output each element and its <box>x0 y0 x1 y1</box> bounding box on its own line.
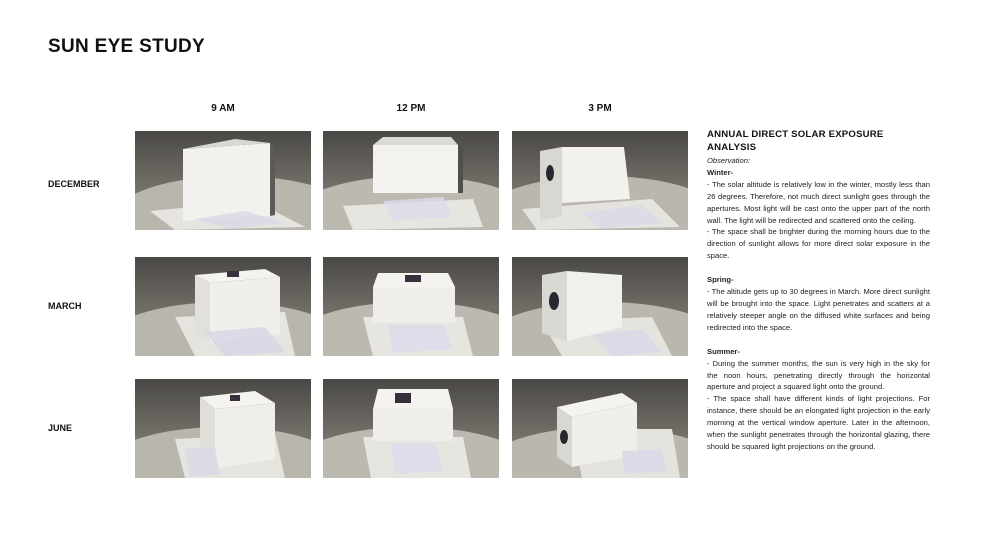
column-header-9am: 9 AM <box>211 103 235 114</box>
model-photo-december-3pm <box>512 131 688 230</box>
model-photo-march-12pm <box>323 257 499 356</box>
winter-label: Winter- <box>707 167 734 177</box>
spring-label: Spring- <box>707 275 734 285</box>
column-header-3pm: 3 PM <box>588 103 612 114</box>
model-photo-december-9am <box>135 131 311 230</box>
analysis-heading: ANNUAL DIRECT SOLAR EXPOSURE ANALYSIS <box>707 129 884 153</box>
winter-paragraph-2: - The space shall be brighter during the morning hours due to the direction of sunlight allows for more direct solar exposure in the space. <box>707 227 930 261</box>
analysis-panel <box>707 128 930 453</box>
model-photo-march-9am <box>135 257 311 356</box>
summer-label: Summer- <box>707 346 740 356</box>
observation-label: Observation: <box>707 156 751 165</box>
winter-paragraph-1: - The solar altitude is relatively low in the winter, mostly less than 26 degrees. Therefore, not much direct sunlight goes through the apertures. Most light will be cast onto the upper part of the north wall. The light will be redirected and scattered onto the ceiling. <box>707 179 930 225</box>
model-photo-june-12pm <box>323 379 499 478</box>
model-photo-june-9am <box>135 379 311 478</box>
summer-paragraph-1: - During the summer months, the sun is very high in the sky for the noon hours, penetrating directly through the horizontal aperture and project a squared light onto the ground. <box>707 358 930 392</box>
row-header-june: JUNE <box>48 423 73 433</box>
model-photo-june-3pm <box>512 379 688 478</box>
column-header-12pm: 12 PM <box>396 103 426 114</box>
row-header-march: MARCH <box>48 301 82 311</box>
summer-paragraph-2: - The space shall have different kinds of light projections. For instance, there should be an elongated light projection in the early morning at the vertical window aperture. Later in the afternoon, when the sunlight penetrates through the horizontal glazing, there should be squared light projections on the ground. <box>707 394 930 451</box>
model-photo-march-3pm <box>512 257 688 356</box>
page-title: SUN EYE STUDY <box>48 36 205 57</box>
model-photo-december-12pm <box>323 131 499 230</box>
spring-paragraph-1: - The altitude gets up to 30 degrees in March. More direct sunlight will be brought into the space. Light penetrates and scatters at a relatively steeper angle on the diffused white surfaces and being redirected into the space. <box>707 287 930 332</box>
row-header-december: DECEMBER <box>48 179 100 189</box>
